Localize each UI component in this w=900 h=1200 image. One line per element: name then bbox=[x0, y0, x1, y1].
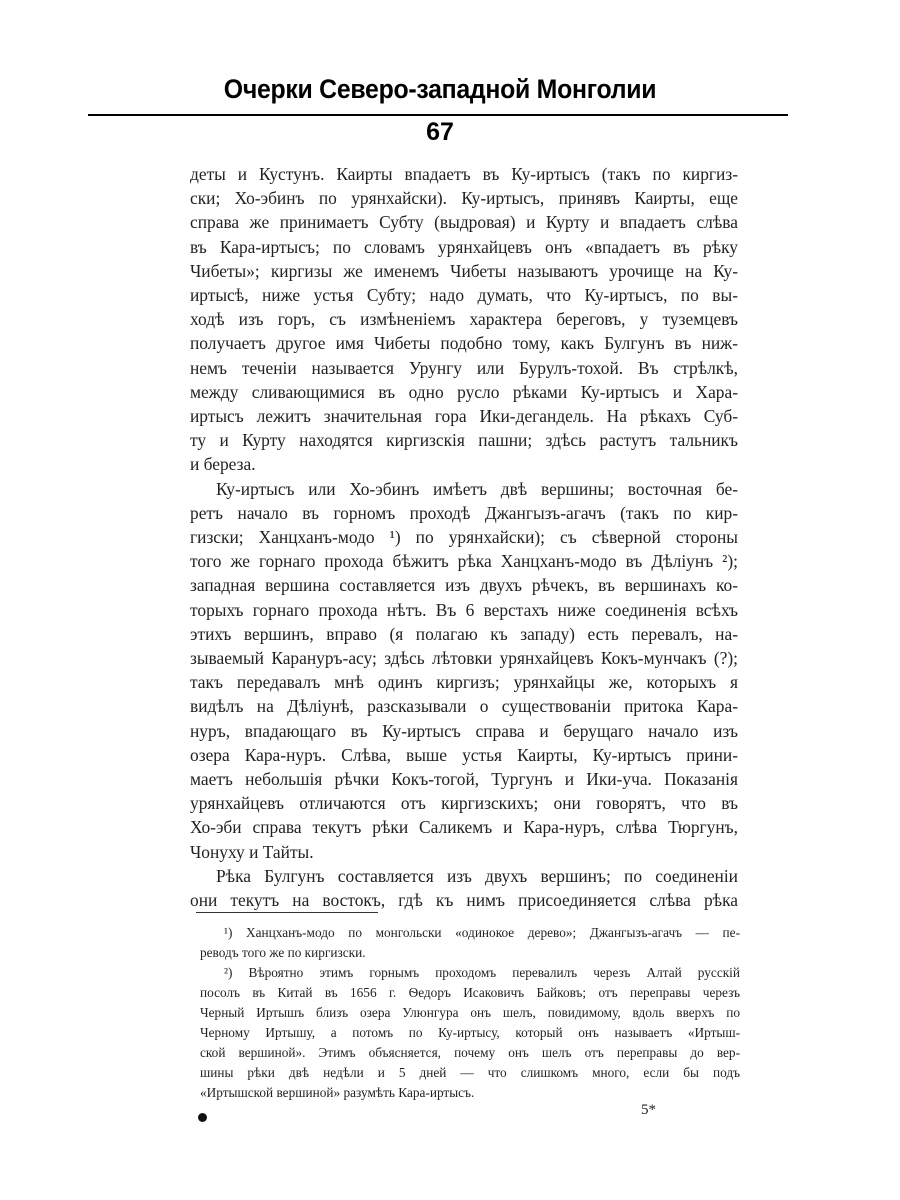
text-line: нуръ, впадающаго въ Ку-иртысъ справа и берущаго начало изъ bbox=[190, 720, 738, 741]
header-rule bbox=[88, 114, 788, 116]
text-line: немъ теченіи называется Урунгу или Бурулъ-тохой. Въ стрѣлкѣ, bbox=[190, 357, 738, 378]
text-line: справа же принимаетъ Субту (выдровая) и Курту и впадаетъ слѣва bbox=[190, 212, 738, 233]
text-line: получаетъ другое имя Чибеты подобно тому, какъ Булгунъ въ ниж- bbox=[190, 333, 738, 354]
text-line: зываемый Карануръ-асу; здѣсь лѣтовки урянхайцевъ Кокъ-мунчакъ (?); bbox=[190, 648, 738, 669]
text-line: въ Кара-иртысъ; по словамъ урянхайцевъ онъ «впадаетъ въ рѣку bbox=[190, 236, 738, 257]
footnote-line: ской вершиной». Этимъ объясняется, почему онъ шелъ отъ переправы до вер- bbox=[200, 1045, 740, 1060]
signature-mark: 5* bbox=[641, 1102, 656, 1118]
text-line: иртысѣ, ниже устья Субту; надо думать, что Ку-иртысъ, по вы- bbox=[190, 285, 738, 306]
text-line: того же горнаго прохода бѣжитъ рѣка Ханцханъ-модо въ Дѣліунъ ²); bbox=[190, 551, 738, 572]
text-line: маетъ небольшія рѣчки Кокъ-тогой, Тургунъ и Ики-уча. Показанія bbox=[190, 769, 738, 790]
text-line: Ку-иртысъ или Хо-эбинъ имѣетъ двѣ вершины; восточная бе- bbox=[216, 478, 738, 499]
running-header-title: Очерки Северо-западной Монголии bbox=[223, 74, 657, 104]
text-line: ту и Курту находятся киргизскія пашни; здѣсь растутъ тальникъ bbox=[190, 430, 738, 451]
ink-blot bbox=[198, 1113, 207, 1122]
text-line: урянхайцевъ отличаются отъ киргизскихъ; они говорятъ, что въ bbox=[190, 793, 738, 814]
text-line: деты и Кустунъ. Каирты впадаетъ въ Ку-иртысъ (такъ по киргиз- bbox=[190, 164, 738, 184]
text-line: ретъ начало въ горномъ проходѣ Джангызъ-агачъ (такъ по кир- bbox=[190, 502, 738, 523]
footnote-line: реводъ того же по киргизски. bbox=[200, 945, 366, 960]
footnote-line: Черный Иртышъ близъ озера Улюнгура онъ шелъ, повидимому, вдоль вверхъ по bbox=[200, 1005, 740, 1020]
text-line: Чибеты»; киргизы же именемъ Чибеты называютъ урочище на Ку- bbox=[190, 260, 738, 281]
footnote-line: «Иртышской вершиной» разумѣть Кара-иртысъ. bbox=[200, 1085, 475, 1100]
footnotes bbox=[200, 923, 740, 1103]
text-line: торыхъ горнаго прохода нѣтъ. Въ 6 верстахъ ниже соединенія всѣхъ bbox=[190, 599, 738, 620]
footnote-rule bbox=[196, 912, 378, 913]
footnote-line: ²) Вѣроятно этимъ горнымъ проходомъ перевалилъ черезъ Алтай русскій bbox=[224, 965, 740, 980]
text-line: иртысъ лежитъ значительная гора Ики-дегандель. На рѣкахъ Суб- bbox=[190, 406, 738, 427]
text-line: гизски; Ханцханъ-модо ¹) по урянхайски); съ сѣверной стороны bbox=[190, 527, 738, 548]
page-number: 67 bbox=[426, 118, 454, 146]
footnote-line: шины рѣки двѣ недѣли и 5 дней — что слишкомъ много, если бы подъ bbox=[200, 1065, 740, 1080]
text-line: этихъ вершинъ, вправо (я полагаю къ западу) есть перевалъ, на- bbox=[190, 623, 738, 644]
text-line: они текутъ на востокъ, гдѣ къ нимъ присоединяется слѣва рѣка bbox=[190, 890, 738, 911]
footnote-line: посолъ въ Китай въ 1656 г. Ѳедоръ Исаковичъ Байковъ; отъ переправы черезъ bbox=[200, 985, 740, 1000]
text-line: озера Кара-нуръ. Слѣва, выше устья Каирты, Ку-иртысъ прини- bbox=[190, 744, 738, 765]
text-line: Рѣка Булгунъ составляется изъ двухъ вершинъ; по соединеніи bbox=[216, 865, 738, 886]
text-line: и береза. bbox=[190, 454, 256, 475]
main-text bbox=[190, 162, 738, 912]
text-line: видѣлъ на Дѣліунѣ, разсказывали о существованіи притока Кара- bbox=[190, 696, 738, 717]
text-line: ходѣ изъ горъ, съ измѣненіемъ характера береговъ, у туземцевъ bbox=[190, 309, 738, 330]
text-line: Хо-эби справа текутъ рѣки Саликемъ и Кара-нуръ, слѣва Тюргунъ, bbox=[190, 817, 738, 838]
footnote-line: ¹) Ханцханъ-модо по монгольски «одинокое дерево»; Джангызъ-агачъ — пе- bbox=[224, 925, 740, 940]
text-line: такъ передавалъ мнѣ одинъ киргизъ; урянхайцы же, которыхъ я bbox=[190, 672, 738, 693]
footnote-line: Черному Иртышу, а потомъ по Ку-иртысу, который онъ называетъ «Иртыш- bbox=[200, 1025, 740, 1040]
text-line: ски; Хо-эбинъ по урянхайски). Ку-иртысъ, принявъ Каирты, еще bbox=[190, 188, 738, 209]
text-line: между сливающимися въ одно русло рѣками Ку-иртысъ и Хара- bbox=[190, 381, 738, 402]
text-line: Чонуху и Тайты. bbox=[190, 841, 314, 862]
text-line: западная вершина составляется изъ двухъ рѣчекъ, въ вершинахъ ко- bbox=[190, 575, 738, 596]
